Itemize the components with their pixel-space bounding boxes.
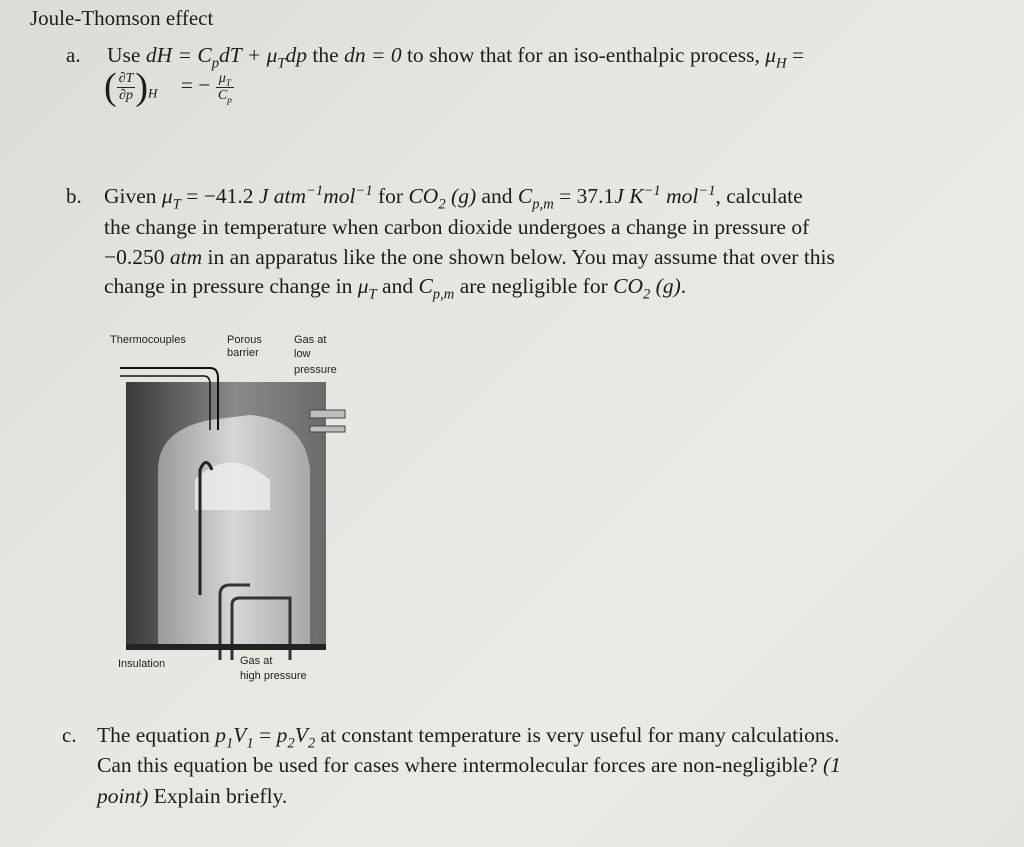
part-b-label: b. bbox=[66, 184, 82, 208]
part-a-derivative-expression: ( $\frac{\partial T}{\partial p}$ )$_H$ = − $\frac{\mu_T}{C_p}$ bbox=[104, 66, 232, 109]
label-barrier: barrier bbox=[227, 347, 259, 359]
part-c-label: c. bbox=[62, 723, 77, 747]
gas-outlet-tube bbox=[310, 410, 345, 418]
label-porous: Porous bbox=[227, 334, 262, 346]
label-gas-high-2: high pressure bbox=[240, 670, 307, 682]
part-b-line3: −0.250 atm in an apparatus like the one shown below. You may assume that over this bbox=[104, 245, 835, 269]
part-a-label: a. bbox=[66, 43, 81, 67]
part-c-line2: Can this equation be used for cases where intermolecular forces are non-negligible? (1 bbox=[97, 753, 841, 777]
label-gas-low-1: Gas at bbox=[294, 334, 327, 346]
label-insulation: Insulation bbox=[118, 658, 166, 670]
part-b-line4: change in pressure change in $\mu_T$ and $C_{p,m}$ are negligible for $CO_2$ (g). bbox=[104, 274, 687, 303]
inner-vessel bbox=[158, 415, 310, 650]
joule-thomson-apparatus-diagram bbox=[100, 360, 350, 660]
label-gas-low-2: low bbox=[294, 348, 311, 360]
label-gas-high-1: Gas at bbox=[240, 655, 273, 667]
part-b-line2: the change in temperature when carbon dioxide undergoes a change in pressure of bbox=[104, 215, 810, 239]
part-c-line1: The equation $p_1V_1 = p_2V_2$ at constant temperature is very useful for many calculations. bbox=[97, 723, 840, 752]
part-a-line1: Use dH = $C_pdT + \mu_Tdp$ the dn = 0 to show that for an iso-enthalpic process, $\mu_H$ = bbox=[107, 43, 805, 72]
label-thermocouples: Thermocouples bbox=[110, 334, 186, 346]
part-b-line1: Given $\mu_T = -41.2$ J atm$^{-1}$mol$^{-1}$ for $CO_2$ (g) and $C_{p,m} = 37.1J$ $K^{-1}$ mol$^{-1}$, calculate bbox=[104, 182, 803, 213]
page-title: Joule-Thomson effect bbox=[30, 6, 214, 30]
label-gas-low-3: pressure bbox=[294, 364, 337, 376]
part-c-line3: point) Explain briefly. bbox=[97, 784, 288, 808]
